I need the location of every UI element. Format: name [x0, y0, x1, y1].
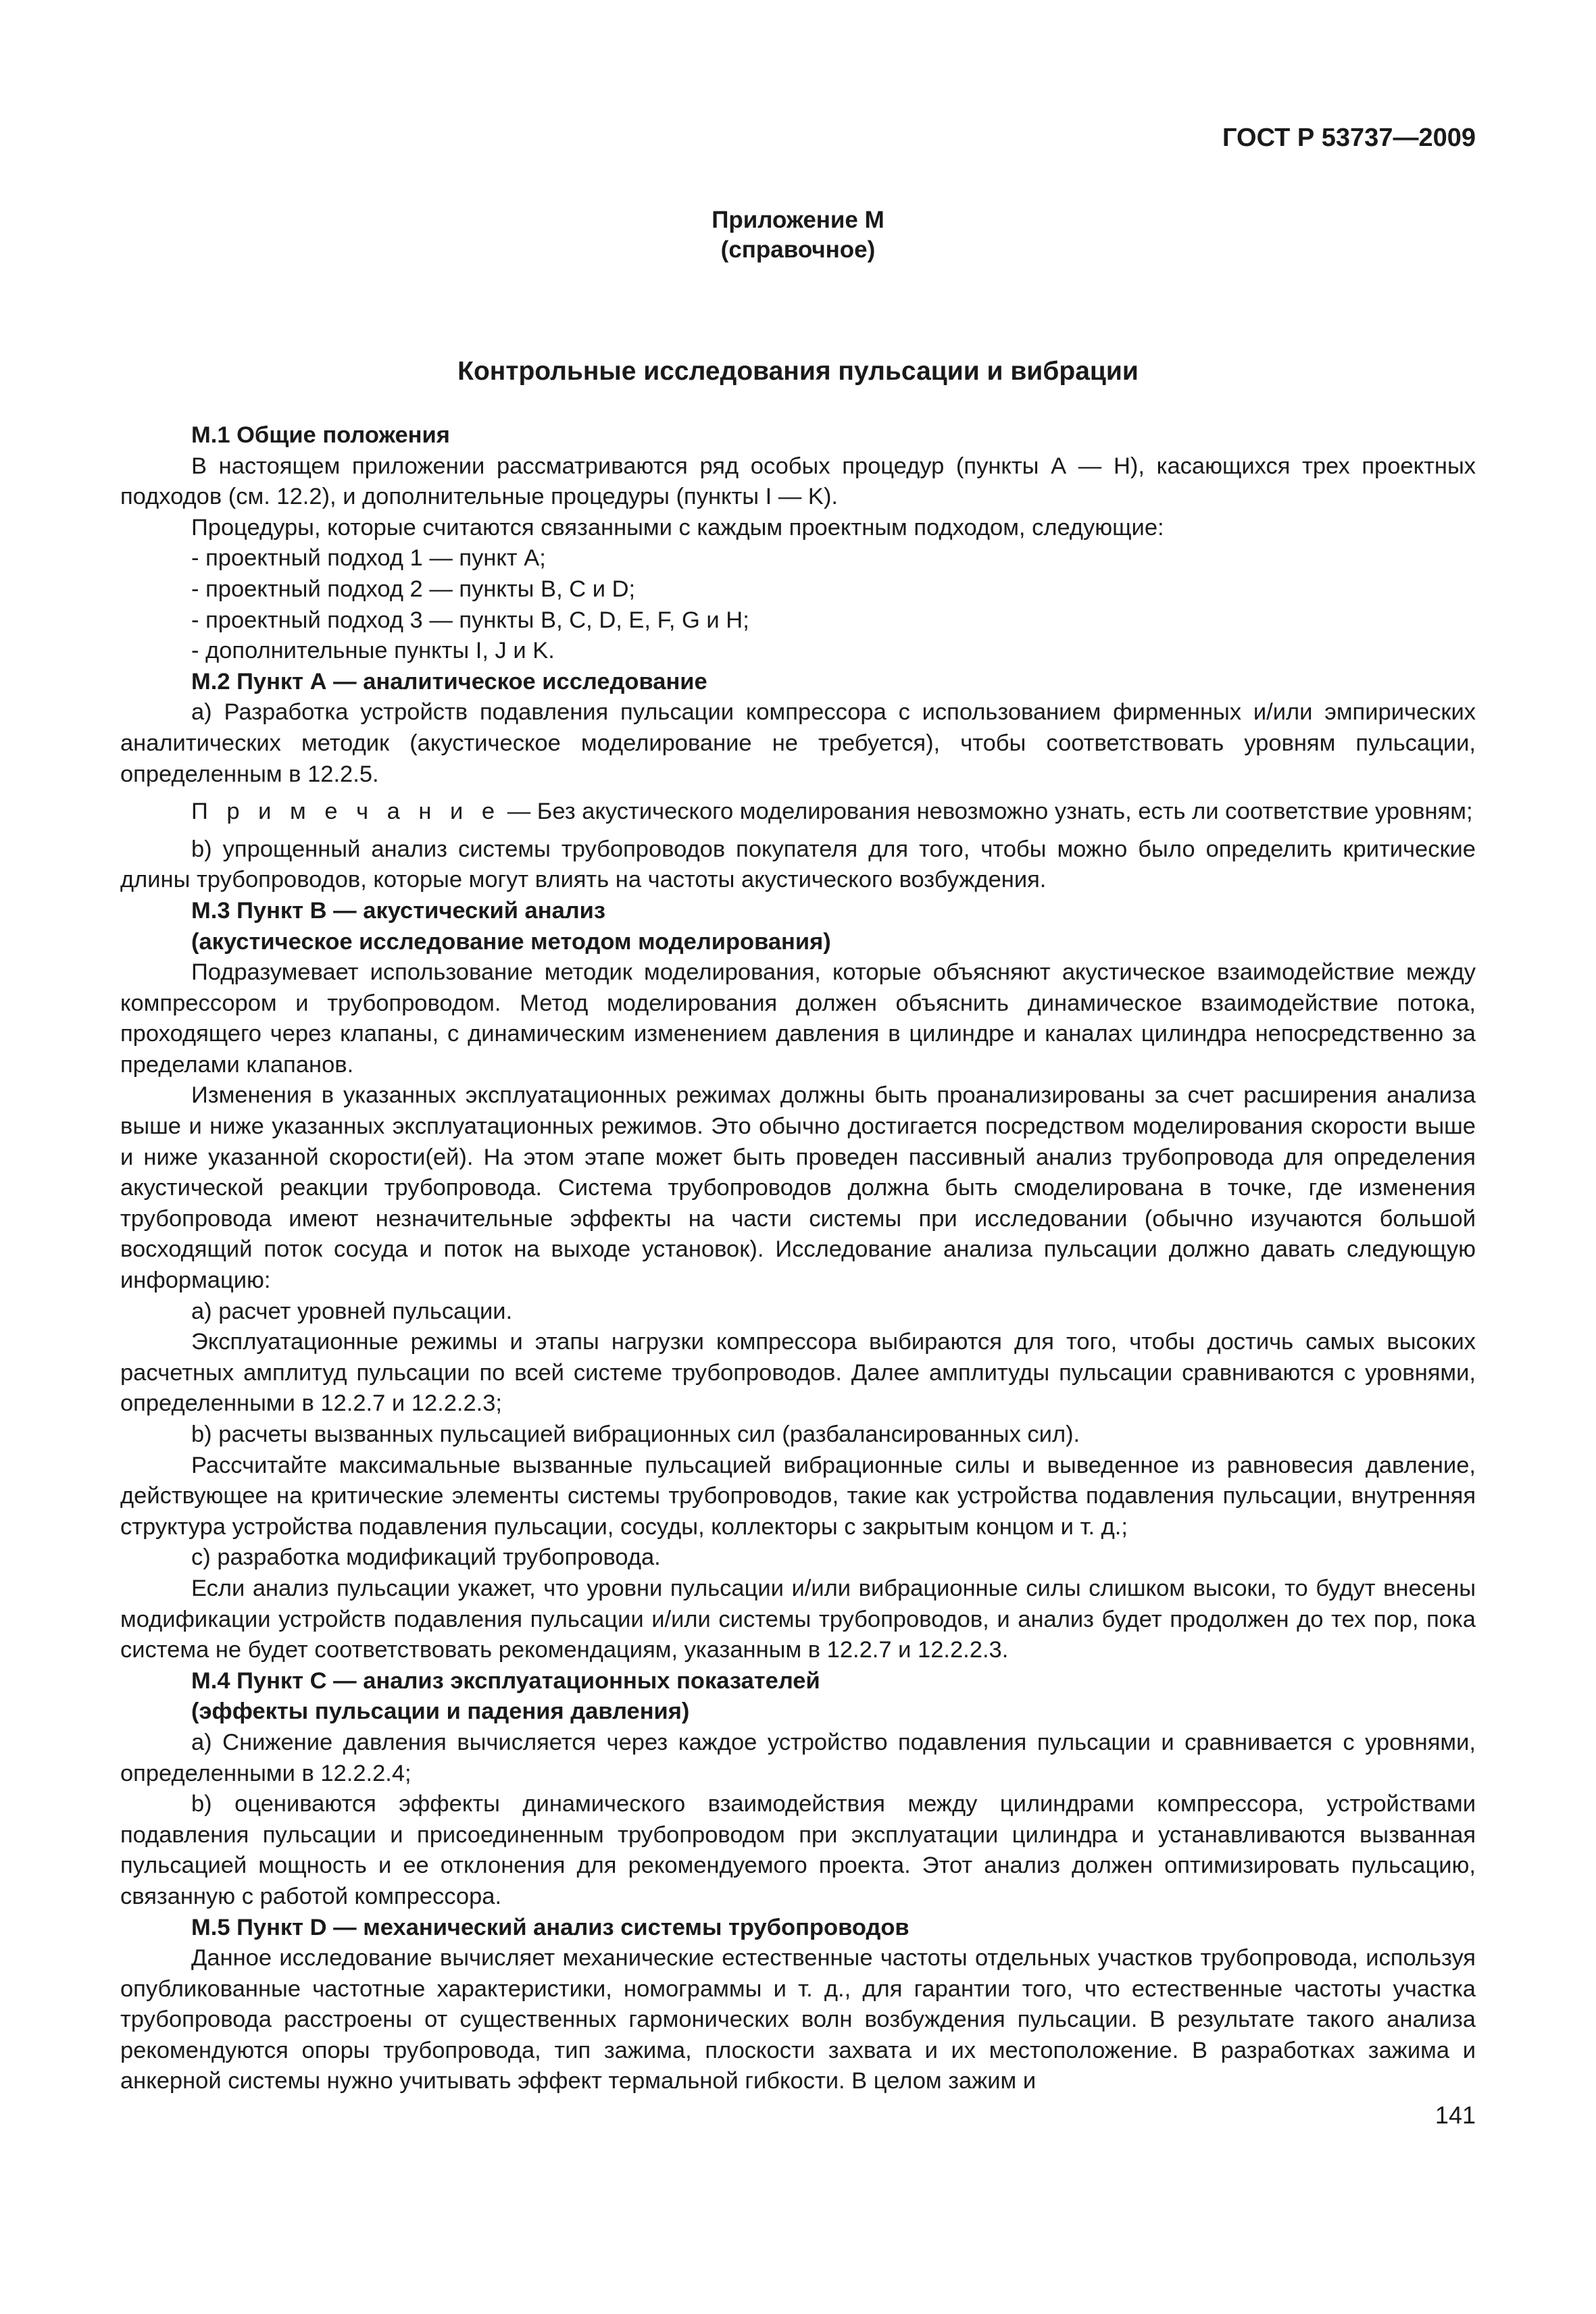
note-label: П р и м е ч а н и е — [191, 799, 501, 825]
list-item: - проектный подход 2 — пункты В, С и D; — [191, 576, 636, 602]
section-heading: М.2 Пункт А — аналитическое исследование — [191, 668, 707, 695]
appendix-type: (справочное) — [720, 236, 876, 263]
section-heading: М.5 Пункт D — механический анализ системы трубопроводов — [191, 1914, 909, 1940]
paragraph: b) упрощенный анализ системы трубопроводов покупателя для того, чтобы можно было определить критические длины трубопроводов, которые могут влиять на частоты акустического возбуждения. — [120, 836, 1476, 893]
paragraph: с) разработка модификаций трубопровода. — [191, 1544, 661, 1571]
paragraph: Изменения в указанных эксплуатационных режимах должны быть проанализированы за счет расширения анализа выше и ниже указанных эксплуатационных режимов. Это обычно достигается посредством моделирования скорости выше и ниже указанной скорости(ей). На этом этапе может быть проведен пассивный анализ трубопровода для определения акустической реакции трубопровода. Система трубопроводов должна быть смоделирована в точке, где изменения трубопровода имеют незначительные эффекты на части системы при исследовании (обычно изучаются большой восходящий поток сосуда и поток на выходе установок). Исследование анализа пульсации должно давать следующую информацию: — [120, 1082, 1476, 1294]
paragraph: Эксплуатационные режимы и этапы нагрузки компрессора выбираются для того, чтобы достичь самых высоких расчетных амплитуд пульсации по всей системе трубопроводов. Далее амплитуды пульсации сравниваются с уровнями, определенными в 12.2.7 и 12.2.2.3; — [120, 1329, 1476, 1417]
paragraph: b) оцениваются эффекты динамического взаимодействия между цилиндрами компрессора, устройствами подавления пульсации и присоединенным трубопроводом при эксплуатации цилиндра и устанавливаются вызванная пульсацией мощность и ее отклонения для рекомендуемого проекта. Этот анализ должен оптимизировать пульсацию, связанную с работой компрессора. — [120, 1791, 1476, 1909]
paragraph: а) Снижение давления вычисляется через каждое устройство подавления пульсации и сравнивается с уровнями, определенными в 12.2.2.4; — [120, 1729, 1476, 1786]
paragraph: Подразумевает использование методик моделирования, которые объясняют акустическое взаимодействие между компрессором и трубопроводом. Метод моделирования должен объяснить динамическое взаимодействие потока, проходящего через клапаны, с динамическим изменением давления в цилиндре и каналах цилиндра непосредственно за пределами клапанов. — [120, 959, 1476, 1078]
section-heading: М.3 Пункт В — акустический анализ — [191, 897, 606, 924]
appendix-title: Контрольные исследования пульсации и вибрации — [457, 357, 1139, 386]
list-item: - дополнительные пункты I, J и K. — [191, 638, 555, 664]
section-heading: М.1 Общие положения — [191, 422, 450, 448]
section-heading: (акустическое исследование методом моделирования) — [191, 928, 831, 955]
page-number: 141 — [1435, 2101, 1476, 2129]
list-item: - проектный подход 3 — пункты В, С, D, E, F, G и H; — [191, 607, 749, 633]
list-item: - проектный подход 1 — пункт А; — [191, 545, 546, 572]
paragraph: Если анализ пульсации укажет, что уровни пульсации и/или вибрационные силы слишком высоки, то будут внесены модификации устройств подавления пульсации и/или системы трубопроводов, и анализ будет продолжен до тех пор, пока система не будет соответствовать рекомендациям, указанным в 12.2.7 и 12.2.2.3. — [120, 1575, 1476, 1663]
appendix-name: Приложение М — [712, 207, 884, 233]
paragraph: а) расчет уровней пульсации. — [191, 1298, 513, 1324]
paragraph: Процедуры, которые считаются связанными с каждым проектным подходом, следующие: — [191, 514, 1164, 540]
section-heading: М.4 Пункт С — анализ эксплуатационных показателей — [191, 1667, 820, 1694]
section-heading: (эффекты пульсации и падения давления) — [191, 1699, 690, 1725]
paragraph: а) Разработка устройств подавления пульсации компрессора с использованием фирменных и/или эмпирических аналитических методик (акустическое моделирование не требуется), чтобы соответствовать уровням пульсации, определенным в 12.2.5. — [120, 699, 1476, 787]
paragraph: Рассчитайте максимальные вызванные пульсацией вибрационные силы и выведенное из равновесия давление, действующее на критические элементы системы трубопроводов, такие как устройства подавления пульсации, внутренняя структура устройства подавления пульсации, сосуды, коллекторы с закрытым концом и т. д.; — [120, 1452, 1476, 1540]
body-text — [120, 420, 1476, 2097]
paragraph: В настоящем приложении рассматриваются ряд особых процедур (пункты А — Н), касающихся трех проектных подходов (см. 12.2), и дополнительные процедуры (пункты I — K). — [120, 453, 1476, 510]
paragraph: Данное исследование вычисляет механические естественные частоты отдельных участков трубопровода, используя опубликованные частотные характеристики, номограммы и т. д., для гарантии того, что естественные частоты участка трубопровода расстроены от существенных гармонических волн возбуждения пульсации. В результате такого анализа рекомендуются опоры трубопровода, тип зажима, плоскости захвата и их местоположение. В разработках зажима и анкерной системы нужно учитывать эффект термальной гибкости. В целом зажим и — [120, 1945, 1476, 2094]
document-id: ГОСТ Р 53737—2009 — [1222, 124, 1476, 152]
note-text: — Без акустического моделирования невозможно узнать, есть ли соответствие уровням; — [501, 799, 1473, 825]
note-paragraph — [120, 797, 1476, 828]
paragraph: b) расчеты вызванных пульсацией вибрационных сил (разбалансированных сил). — [191, 1422, 1080, 1447]
